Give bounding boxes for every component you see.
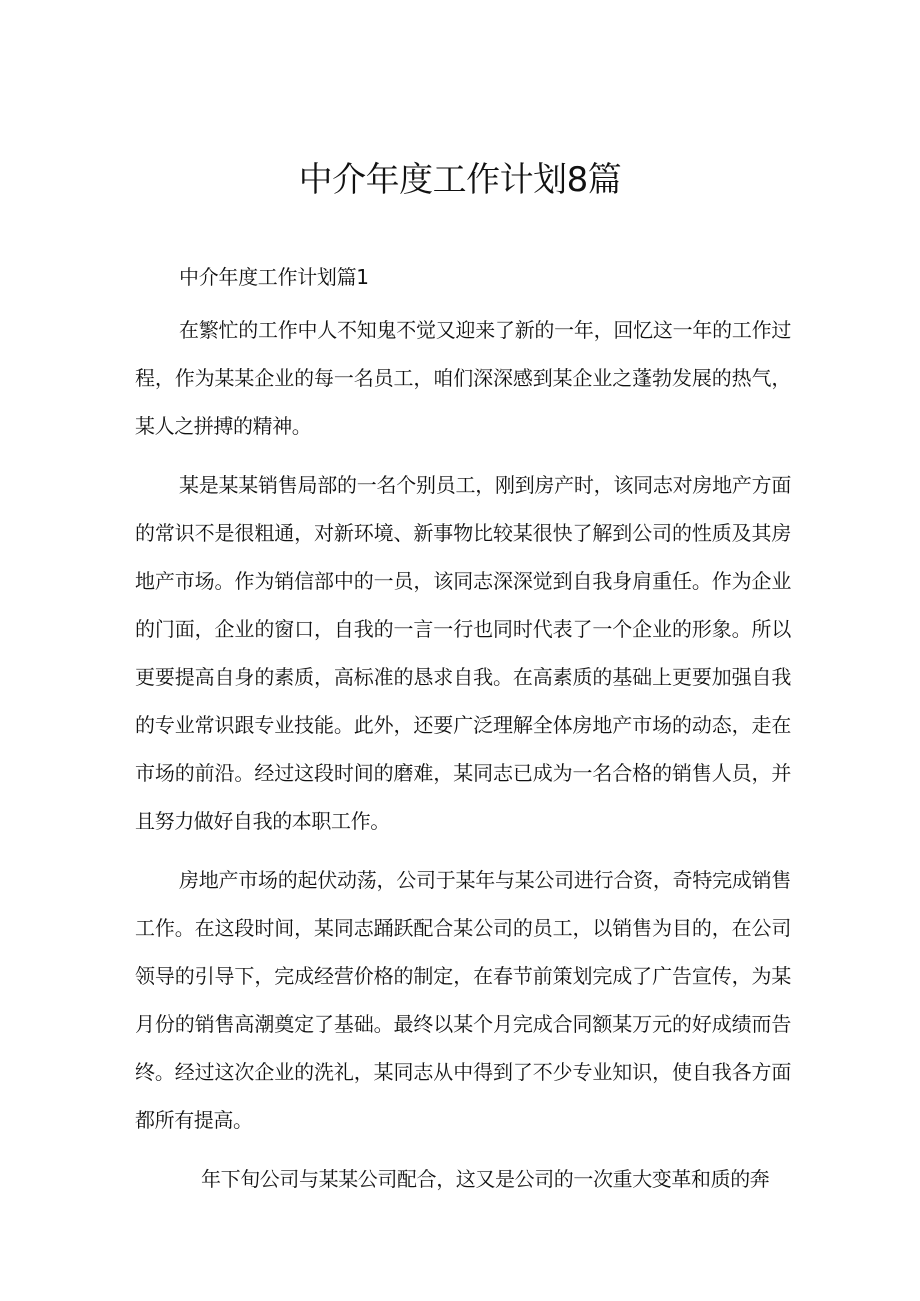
paragraph-1: 在繁忙的工作中人不知鬼不觉又迎来了新的一年，回忆这一年的工作过程，作为某某企业的每一名员工，咱们深深感到某企业之蓬勃发展的热气，某人之拼搏的精神。 — [135, 318, 791, 438]
document-title: 中介年度工作计划8篇 — [298, 160, 622, 200]
paragraph-2: 某是某某销售局部的一名个别员工，刚到房产时，该同志对房地产方面的常识不是很粗通，对新环境、新事物比较某很快了解到公司的性质及其房地产市场。作为销信部中的一员，该同志深深觉到自我身肩重任。作为企业的门面，企业的窗口，自我的一言一行也同时代表了一个企业的形象。所以更要提高自身的素质，高标准的恳求自我。在高素质的基础上更要加强自我的专业常识跟专业技能。此外，还要广泛理解全体房地产市场的动态，走在市场的前沿。经过这段时间的磨难，某同志已成为一名合格的销售人员，并且努力做好自我的本职工作。 — [135, 473, 791, 833]
paragraph-4: 年下旬公司与某某公司配合，这又是公司的一次重大变革和质的奔 — [201, 1167, 770, 1191]
document-body — [135, 258, 791, 1214]
section-heading: 中介年度工作计划篇1 — [179, 265, 369, 289]
paragraph-3: 房地产市场的起伏动荡，公司于某年与某公司进行合资，奇特完成销售工作。在这段时间，某同志踊跃配合某公司的员工，以销售为目的，在公司领导的引导下，完成经营价格的制定，在春节前策划完成了广告宣传，为某月份的销售高潮奠定了基础。最终以某个月完成合同额某万元的好成绩而告终。经过这次企业的洗礼，某同志从中得到了不少专业知识，使自我各方面都所有提高。 — [135, 868, 791, 1132]
